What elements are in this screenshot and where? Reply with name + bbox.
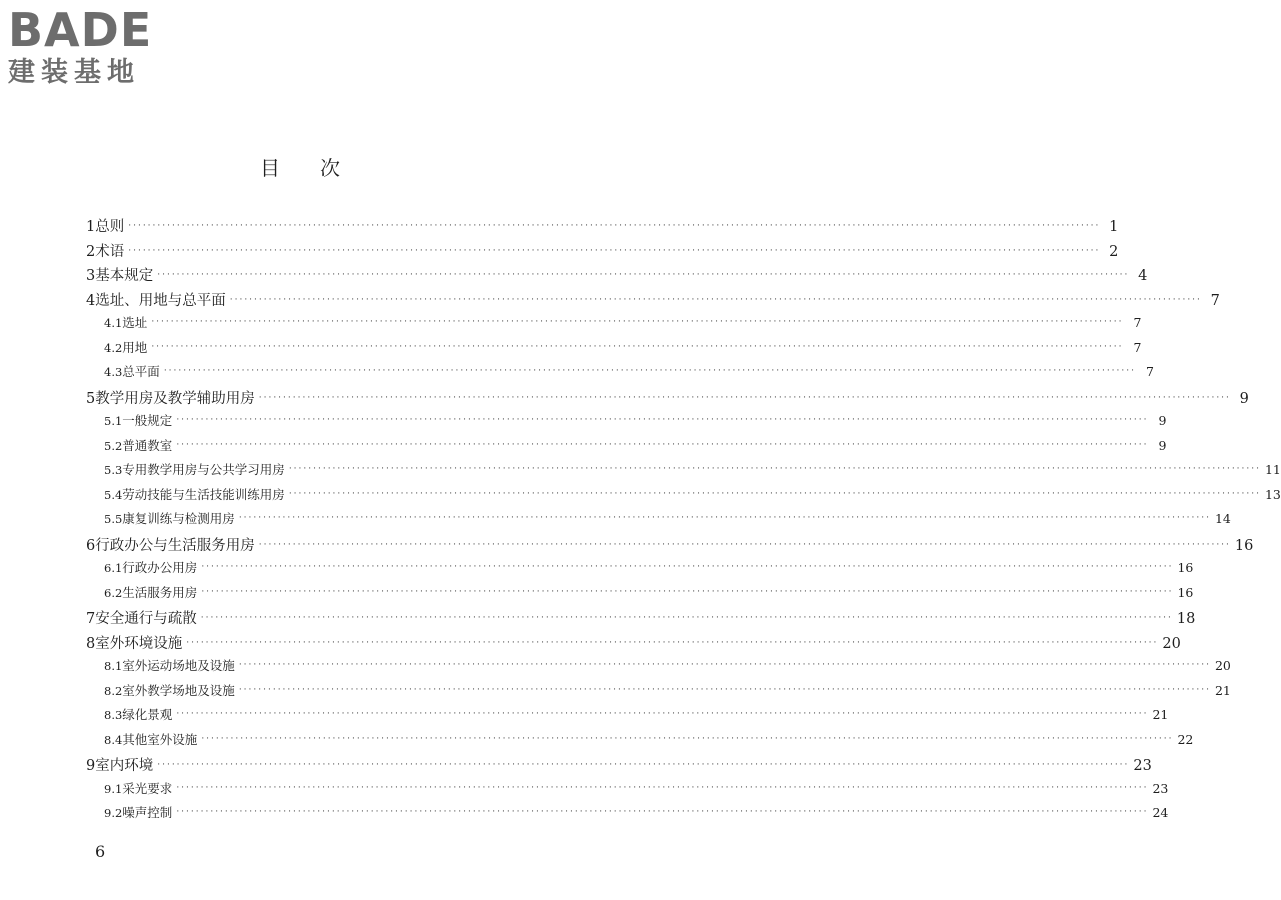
toc-leader-dots: ········································································································································································································ — [201, 733, 1174, 744]
toc-entry-page: 21 — [1214, 682, 1231, 698]
toc-leader-dots: ········································································································································································································ — [176, 709, 1149, 719]
toc-entry-title: 绿化景观 — [122, 707, 173, 722]
toc-section-entry[interactable] — [82, 436, 1167, 461]
toc-entry-title: 噪声控制 — [122, 805, 173, 820]
toc-entry-number: 2 — [86, 243, 96, 260]
toc-chapter-entry[interactable] — [82, 387, 1249, 412]
toc-entry-number: 9.1 — [104, 781, 123, 796]
toc-section-entry[interactable] — [82, 779, 1169, 804]
toc-entry-number: 6.2 — [104, 585, 123, 600]
toc-chapter-entry[interactable] — [82, 240, 1119, 265]
toc-entry-title: 用地 — [122, 339, 148, 355]
toc-entry-title: 生活服务用房 — [122, 584, 198, 600]
toc-entry-title: 基本规定 — [95, 268, 154, 284]
toc-entry-number: 4.1 — [104, 316, 123, 330]
toc-section-entry[interactable] — [82, 313, 1142, 338]
toc-leader-dots: ········································································································································································································ — [258, 539, 1231, 550]
toc-entry-title: 选址 — [122, 315, 148, 330]
toc-section-entry[interactable] — [82, 730, 1194, 755]
toc-leader-dots: ········································································································································································································ — [128, 245, 1101, 256]
toc-entry-number: 8.1 — [104, 659, 123, 673]
toc-chapter-entry[interactable] — [82, 289, 1220, 314]
toc-leader-dots: ········································································································································································································ — [238, 660, 1211, 670]
toc-section-entry[interactable] — [82, 485, 1281, 510]
toc-entry-page: 2 — [1109, 243, 1119, 260]
toc-entry-title: 劳动技能与生活技能训练用房 — [122, 486, 285, 502]
toc-chapter-entry[interactable] — [82, 632, 1181, 657]
toc-entry-page: 13 — [1264, 486, 1281, 502]
toc-section-entry[interactable] — [82, 509, 1231, 534]
toc-entry-number: 8.3 — [104, 708, 123, 722]
toc-entry-page: 4 — [1138, 268, 1148, 284]
toc-entry-title: 安全通行与疏散 — [95, 611, 197, 627]
toc-entry-title: 一般规定 — [122, 413, 173, 428]
toc-entry-page: 23 — [1133, 758, 1152, 774]
toc-leader-dots: ········································································································································································································ — [163, 366, 1136, 376]
toc-entry-title: 室外环境设施 — [95, 635, 183, 652]
toc-entry-number: 5.3 — [104, 463, 123, 477]
toc-entry-number: 5.4 — [104, 487, 123, 502]
toc-entry-title: 采光要求 — [122, 780, 173, 796]
toc-entry-number: 9 — [86, 758, 96, 774]
toc-chapter-entry[interactable] — [82, 607, 1196, 632]
toc-entry-page: 16 — [1177, 584, 1194, 600]
toc-section-entry[interactable] — [82, 338, 1142, 363]
toc-leader-dots: ········································································································································································································ — [151, 317, 1124, 327]
toc-chapter-entry[interactable] — [82, 754, 1152, 779]
toc-entry-number: 6.1 — [104, 561, 123, 575]
toc-leader-dots: ········································································································································································································ — [288, 464, 1261, 474]
toc-entry-number: 4.2 — [104, 340, 123, 355]
toc-entry-title: 行政办公与生活服务用房 — [95, 537, 255, 554]
toc-entry-number: 5.1 — [104, 414, 123, 428]
toc-entry-title: 总则 — [95, 219, 125, 235]
toc-chapter-entry[interactable] — [82, 264, 1148, 289]
toc-leader-dots: ········································································································································································································ — [258, 392, 1231, 403]
toc-entry-number: 1 — [86, 219, 96, 235]
toc-entry-page: 11 — [1264, 462, 1281, 477]
toc-entry-page: 7 — [1210, 292, 1220, 309]
toc-entry-number: 6 — [86, 537, 96, 554]
toc-leader-dots: ········································································································································································································ — [176, 807, 1149, 817]
toc-leader-dots: ········································································································································································································ — [176, 782, 1149, 793]
toc-entry-title: 室外运动场地及设施 — [122, 658, 235, 673]
page-number: 6 — [95, 842, 106, 861]
toc-section-entry[interactable] — [82, 583, 1194, 608]
toc-chapter-entry[interactable] — [82, 215, 1119, 240]
toc-section-entry[interactable] — [82, 460, 1281, 485]
page-title: 目次 — [260, 156, 380, 180]
toc-leader-dots: ········································································································································································································ — [238, 513, 1211, 523]
toc-entry-page: 20 — [1162, 635, 1181, 652]
toc-entry-number: 7 — [86, 611, 96, 627]
toc-chapter-entry[interactable] — [82, 534, 1254, 559]
toc-entry-page: 1 — [1109, 219, 1119, 235]
toc-section-entry[interactable] — [82, 681, 1231, 706]
toc-section-entry[interactable] — [82, 803, 1169, 828]
toc-entry-title: 选址、用地与总平面 — [95, 292, 226, 309]
toc-entry-number: 4 — [86, 292, 96, 309]
toc-entry-title: 室外教学场地及设施 — [122, 682, 235, 698]
toc-entry-title: 康复训练与检测用房 — [122, 511, 235, 526]
brand-logo — [8, 3, 183, 90]
toc-section-entry[interactable] — [82, 558, 1194, 583]
toc-entry-page: 18 — [1176, 611, 1196, 627]
toc-leader-dots: ········································································································································································································ — [288, 488, 1261, 499]
toc-section-entry[interactable] — [82, 656, 1231, 681]
toc-leader-dots: ········································································································································································································ — [229, 294, 1202, 305]
toc-entry-number: 8.2 — [104, 683, 123, 698]
toc-entry-number: 9.2 — [104, 806, 123, 820]
toc-leader-dots: ········································································································································································································ — [151, 341, 1124, 352]
toc-entry-page: 9 — [1158, 437, 1167, 453]
toc-section-entry[interactable] — [82, 705, 1169, 730]
toc-entry-number: 5.5 — [104, 512, 123, 526]
toc-leader-dots: ········································································································································································································ — [201, 586, 1174, 597]
toc-entry-title: 术语 — [95, 243, 125, 260]
toc-entry-number: 3 — [86, 268, 96, 284]
toc-entry-title: 室内环境 — [95, 758, 154, 774]
toc-entry-page: 21 — [1152, 707, 1169, 722]
toc-entry-number: 5.2 — [104, 438, 123, 453]
toc-entry-page: 16 — [1177, 560, 1194, 575]
toc-leader-dots: ········································································································································································································ — [176, 415, 1149, 425]
toc-entry-page: 9 — [1158, 413, 1167, 428]
toc-entry-page: 16 — [1234, 537, 1254, 554]
toc-entry-page: 14 — [1214, 511, 1231, 526]
toc-entry-title: 普通教室 — [122, 437, 173, 453]
toc-entry-number: 8.4 — [104, 732, 123, 747]
toc-entry-page: 24 — [1152, 805, 1169, 820]
toc-entry-page: 23 — [1152, 780, 1169, 796]
toc-entry-number: 4.3 — [104, 365, 123, 379]
toc-leader-dots: ········································································································································································································ — [186, 637, 1159, 648]
toc-entry-title: 教学用房及教学辅助用房 — [95, 390, 255, 407]
toc-entry-title: 其他室外设施 — [122, 731, 198, 747]
toc-leader-dots: ········································································································································································································ — [238, 684, 1211, 695]
toc-entry-number: 8 — [86, 635, 96, 652]
toc-leader-dots: ········································································································································································································ — [157, 270, 1130, 280]
toc-entry-title: 专用教学用房与公共学习用房 — [122, 462, 285, 477]
toc-entry-page: 7 — [1146, 364, 1154, 379]
toc-entry-title: 行政办公用房 — [122, 560, 198, 575]
toc-leader-dots: ········································································································································································································ — [201, 562, 1174, 572]
toc-section-entry[interactable] — [82, 362, 1154, 387]
toc-leader-dots: ········································································································································································································ — [200, 613, 1173, 623]
logo-subtitle: 建装基地 — [8, 57, 140, 88]
toc-leader-dots: ········································································································································································································ — [176, 439, 1149, 450]
toc-entry-number: 5 — [86, 390, 96, 407]
toc-section-entry[interactable] — [82, 411, 1167, 436]
toc-entry-page: 20 — [1214, 658, 1231, 673]
toc-leader-dots: ········································································································································································································ — [128, 221, 1101, 231]
logo-wordmark: BADE — [8, 3, 153, 57]
toc-entry-page: 22 — [1177, 731, 1194, 747]
toc-entry-page: 7 — [1133, 339, 1142, 355]
toc-entry-page: 7 — [1133, 315, 1142, 330]
table-of-contents — [82, 215, 1281, 828]
toc-entry-page: 9 — [1239, 390, 1249, 407]
toc-leader-dots: ········································································································································································································ — [157, 760, 1130, 770]
toc-entry-title: 总平面 — [122, 364, 160, 379]
